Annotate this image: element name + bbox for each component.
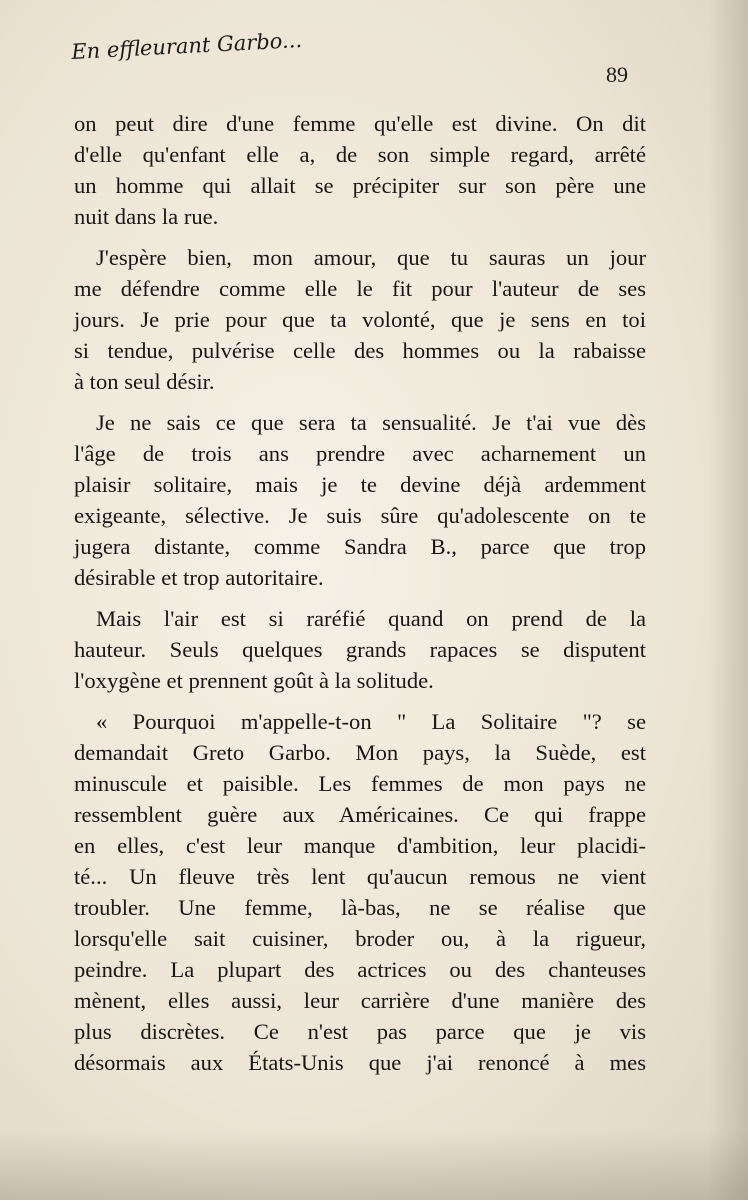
text-line: me défendre comme elle le fit pour l'auteur de ses xyxy=(74,276,646,301)
paragraph-3 xyxy=(74,407,646,593)
text-line: l'âge de trois ans prendre avec acharnement un xyxy=(74,441,646,466)
text-line: mènent, elles aussi, leur carrière d'une manière des xyxy=(74,988,646,1013)
body-text xyxy=(74,108,646,1078)
text-line: désormais aux États-Unis que j'ai renoncé à mes xyxy=(74,1050,646,1075)
text-line: nuit dans la rue. xyxy=(74,204,219,229)
text-line: demandait Greto Garbo. Mon pays, la Suède, est xyxy=(74,740,646,765)
text-line: té... Un fleuve très lent qu'aucun remous ne vient xyxy=(74,864,646,889)
text-line: désirable et trop autoritaire. xyxy=(74,565,324,590)
text-line: en elles, c'est leur manque d'ambition, leur placidi- xyxy=(74,833,646,858)
text-line: à ton seul désir. xyxy=(74,369,215,394)
text-line: plaisir solitaire, mais je te devine déjà ardemment xyxy=(74,472,646,497)
text-line: minuscule et paisible. Les femmes de mon pays ne xyxy=(74,771,646,796)
page-number: 89 xyxy=(606,62,628,87)
text-line: J'espère bien, mon amour, que tu sauras un jour xyxy=(96,245,646,270)
paragraph-1 xyxy=(74,108,646,232)
text-line: jours. Je prie pour que ta volonté, que je sens en toi xyxy=(74,307,646,332)
text-line: peindre. La plupart des actrices ou des chanteuses xyxy=(74,957,646,982)
text-line: troubler. Une femme, là-bas, ne se réalise que xyxy=(74,895,646,920)
paragraph-5 xyxy=(74,706,646,1078)
text-line: exigeante, sélective. Je suis sûre qu'adolescente on te xyxy=(74,503,646,528)
text-line: jugera distante, comme Sandra B., parce que trop xyxy=(74,534,646,559)
text-line: « Pourquoi m'appelle-t-on " La Solitaire "? se xyxy=(96,709,646,734)
text-line: l'oxygène et prennent goût à la solitude. xyxy=(74,668,434,693)
text-line: un homme qui allait se précipiter sur son père une xyxy=(74,173,646,198)
paragraph-2 xyxy=(74,242,646,397)
text-line: hauteur. Seuls quelques grands rapaces se disputent xyxy=(74,637,646,662)
text-line: plus discrètes. Ce n'est pas parce que je vis xyxy=(74,1019,646,1044)
text-line: on peut dire d'une femme qu'elle est divine. On dit xyxy=(74,111,646,136)
text-line: d'elle qu'enfant elle a, de son simple regard, arrêté xyxy=(74,142,646,167)
text-line: si tendue, pulvérise celle des hommes ou la rabaisse xyxy=(74,338,646,363)
running-head: En effleurant Garbo... xyxy=(70,27,303,64)
text-line: Je ne sais ce que sera ta sensualité. Je t'ai vue dès xyxy=(96,410,646,435)
text-line: lorsqu'elle sait cuisiner, broder ou, à la rigueur, xyxy=(74,926,646,951)
text-line: ressemblent guère aux Américaines. Ce qui frappe xyxy=(74,802,646,827)
paragraph-4 xyxy=(74,603,646,696)
text-line: Mais l'air est si raréfié quand on prend de la xyxy=(96,606,646,631)
